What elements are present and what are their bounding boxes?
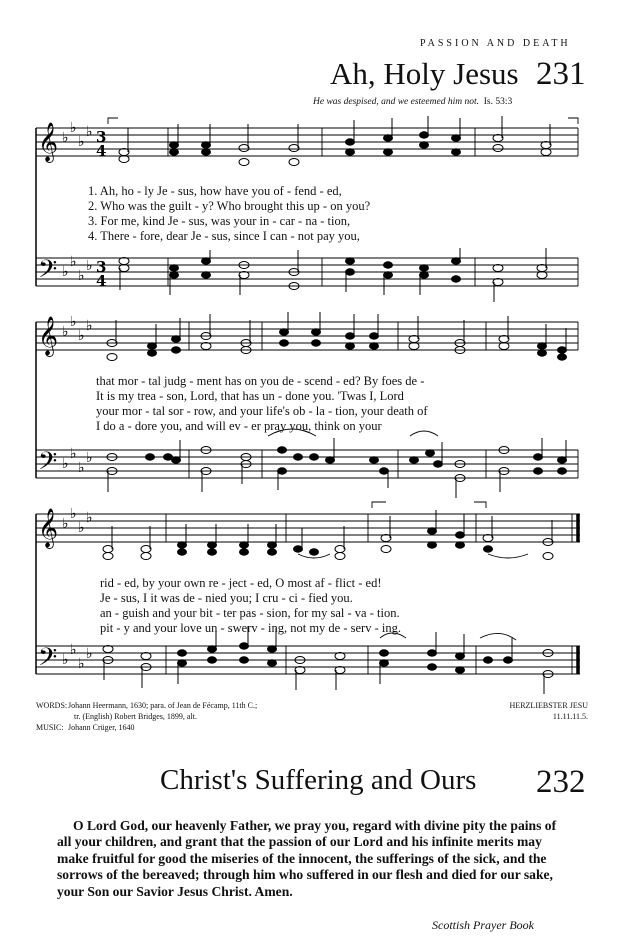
music-label: MUSIC: xyxy=(36,723,64,732)
svg-text:♭: ♭ xyxy=(70,314,77,330)
svg-text:♭: ♭ xyxy=(70,120,77,136)
svg-text:♭: ♭ xyxy=(86,258,93,274)
tune-name: HERZLIEBSTER JESU xyxy=(509,701,588,710)
svg-text:4: 4 xyxy=(96,272,107,290)
bass-clef-icon: 𝄢 xyxy=(38,643,58,678)
svg-text:♭: ♭ xyxy=(86,646,93,662)
bass-clef-icon: 𝄢 xyxy=(38,447,58,482)
words-credit-translation: tr. (English) Robert Bridges, 1899, alt. xyxy=(74,712,197,721)
lyric-line: that mor - tal judg - ment has on you de - scend - ed? By foes de - xyxy=(96,374,425,388)
hymn-credits xyxy=(36,700,257,733)
treble-clef-icon: 𝄞 xyxy=(38,316,59,356)
lyric-line: your mor - tal sor - row, and your life's ob - la - tion, your death of xyxy=(96,404,428,418)
svg-text:♭: ♭ xyxy=(86,318,93,334)
epigraph-text: He was despised, and we esteemed him not. xyxy=(313,97,479,107)
lyric-line: I do a - dore you, and will ev - er pray you, think on your xyxy=(96,419,382,433)
svg-text:3: 3 xyxy=(96,128,107,146)
prayer-title: Christ's Suffering and Ours xyxy=(160,764,477,796)
svg-text:♭: ♭ xyxy=(78,520,85,536)
svg-text:♭: ♭ xyxy=(70,254,77,270)
treble-clef-icon: 𝄞 xyxy=(38,122,59,162)
svg-text:♭: ♭ xyxy=(78,134,85,150)
svg-text:♭: ♭ xyxy=(70,446,77,462)
svg-text:♭: ♭ xyxy=(70,642,77,658)
lyric-line: Je - sus, I it was de - nied you; I cru - ci - fied you. xyxy=(100,591,353,605)
prayer-text: O Lord God, our heavenly Father, we pray you, regard with divine pity the pains of all your children, and grant that the passion of our Lord and his infinite merits may make fruitful for good the miseries of the innocent, the sufferings of the sick, and the sorrows of the bereaved; through him who suffered in our flesh and died for our sake, your Son our Savior Jesus Christ. Amen. xyxy=(57,818,557,899)
svg-text:♭: ♭ xyxy=(62,324,69,340)
lyric-line: rid - ed, by your own re - ject - ed, O most af - flict - ed! xyxy=(100,576,382,590)
hymn-title: Ah, Holy Jesus xyxy=(330,56,519,91)
svg-text:♭: ♭ xyxy=(62,652,69,668)
svg-text:♭: ♭ xyxy=(86,510,93,526)
svg-text:♭: ♭ xyxy=(78,268,85,284)
words-label: WORDS: xyxy=(36,701,68,710)
lyric-line: an - guish and your bit - ter pas - sion, for my sal - va - tion. xyxy=(100,606,400,620)
prayer-source: Scottish Prayer Book xyxy=(432,918,534,932)
svg-text:3: 3 xyxy=(96,258,107,276)
prayer-number: 232 xyxy=(536,764,586,800)
lyric-line: It is my trea - son, Lord, that has un - done you. 'Twas I, Lord xyxy=(96,389,404,403)
svg-text:♭: ♭ xyxy=(62,130,69,146)
svg-text:♭: ♭ xyxy=(70,506,77,522)
svg-text:♭: ♭ xyxy=(62,264,69,280)
svg-text:4: 4 xyxy=(96,142,107,160)
lyric-line: 2. Who was the guilt - y? Who brought this up - on you? xyxy=(88,199,371,213)
lyric-line: pit - y and your love un - swerv - ing, not my de - serv - ing. xyxy=(100,621,401,635)
svg-text:♭: ♭ xyxy=(62,516,69,532)
epigraph-reference: Is. 53:3 xyxy=(483,97,513,107)
lyric-line: 1. Ah, ho - ly Je - sus, how have you of - fend - ed, xyxy=(88,184,342,198)
svg-text:♭: ♭ xyxy=(62,456,69,472)
lyric-line: 4. There - fore, dear Je - sus, since I can - not pay you, xyxy=(88,229,360,243)
words-credit: Johann Heermann, 1630; para. of Jean de Fécamp, 11th C.; xyxy=(68,701,258,710)
svg-text:♭: ♭ xyxy=(78,656,85,672)
tune-info xyxy=(510,700,588,722)
music-credit: Johann Crüger, 1640 xyxy=(68,723,135,732)
svg-text:♭: ♭ xyxy=(86,450,93,466)
svg-text:♭: ♭ xyxy=(78,460,85,476)
meter: 11.11.11.5. xyxy=(552,712,588,721)
svg-text:♭: ♭ xyxy=(86,124,93,140)
lyric-line: 3. For me, kind Je - sus, was your in - car - na - tion, xyxy=(88,214,351,228)
scripture-epigraph xyxy=(313,97,512,107)
section-heading: PASSION AND DEATH xyxy=(420,38,571,49)
bass-clef-icon: 𝄢 xyxy=(38,255,58,290)
hymn-number: 231 xyxy=(536,56,586,92)
svg-text:♭: ♭ xyxy=(78,328,85,344)
treble-clef-icon: 𝄞 xyxy=(38,508,59,548)
